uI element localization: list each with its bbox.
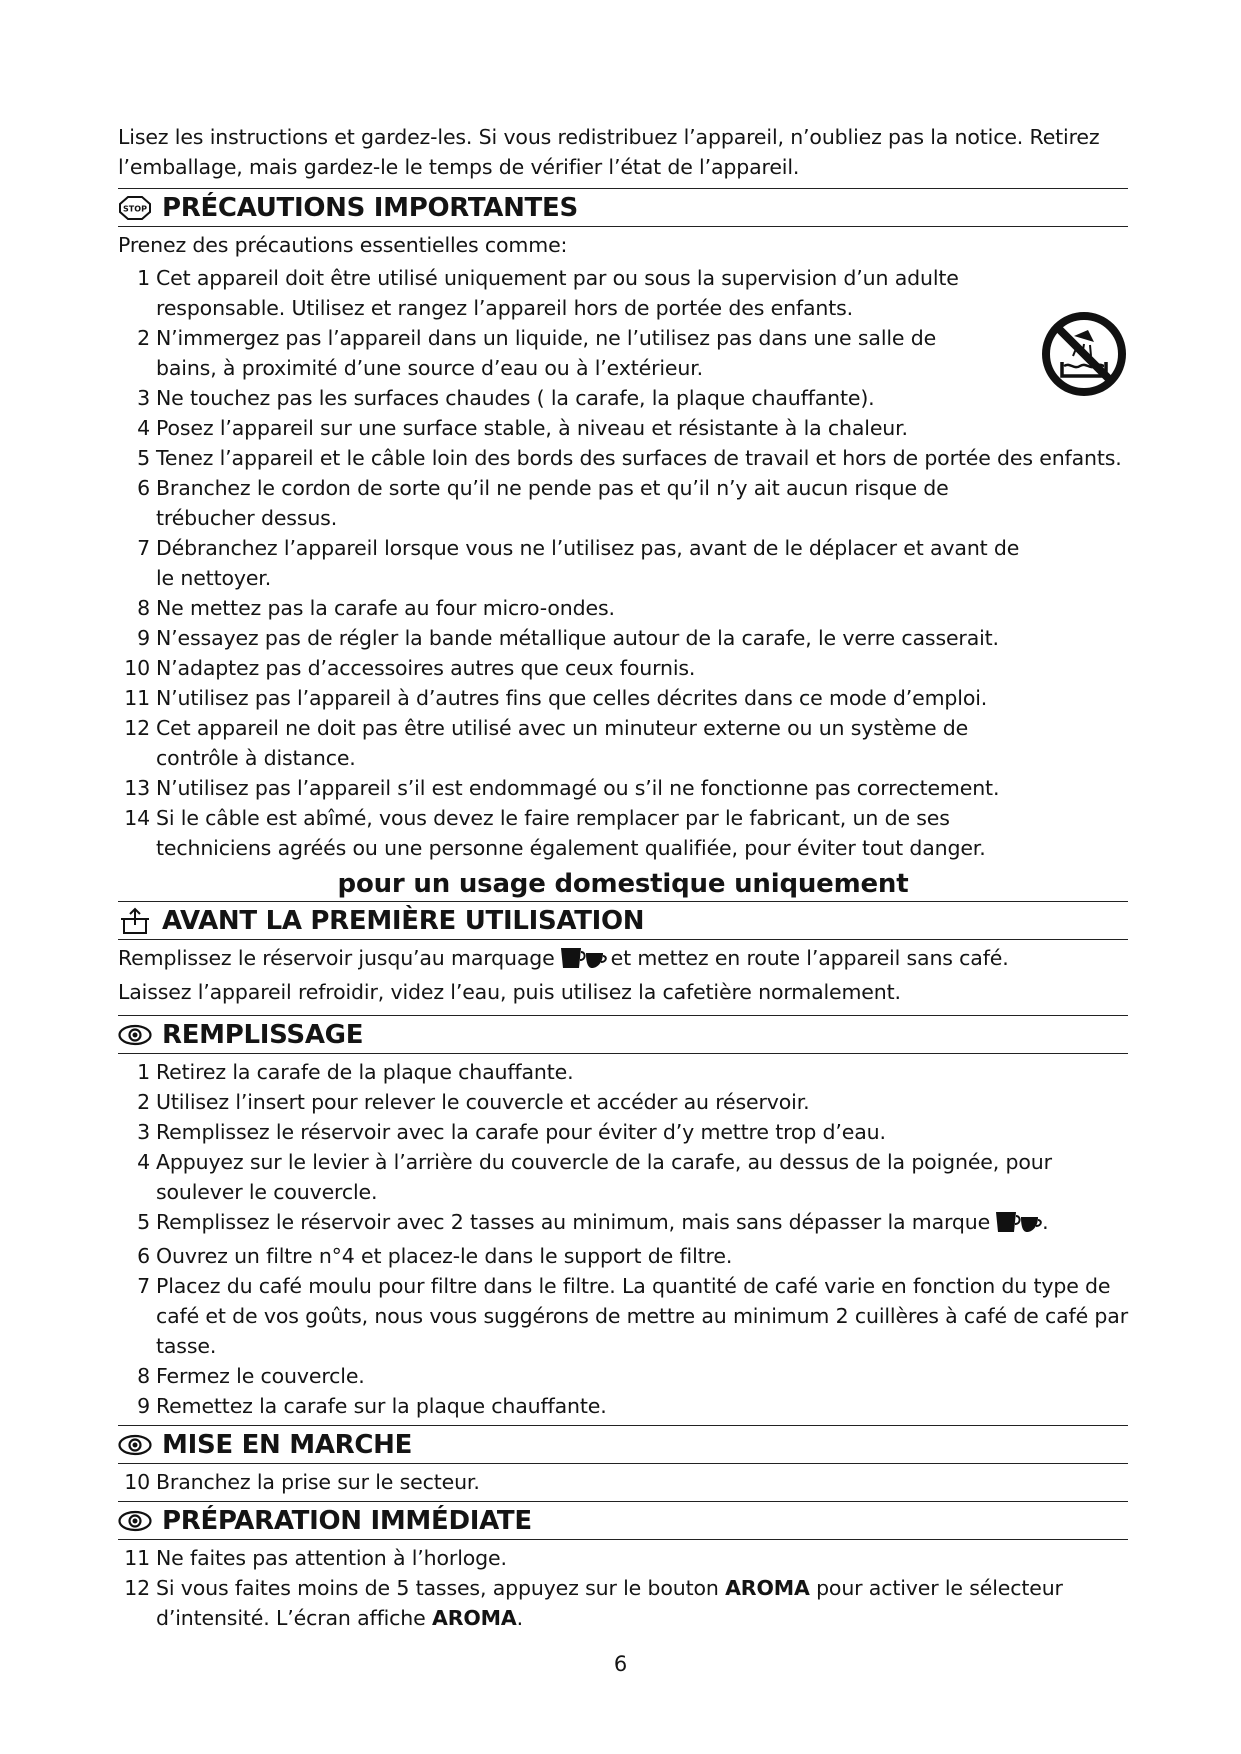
max-cups-icon	[994, 1211, 1042, 1241]
list-item: 1 Retirez la carafe de la plaque chauffante.	[137, 1060, 574, 1084]
intro-paragraph: Lisez les instructions et gardez-les. Si vous redistribuez l’appareil, n’oubliez pas la notice. Retirez l’emballage, mais gardez-le le temps de vérifier l’état de l’appareil.	[118, 125, 1100, 179]
list-item: 6 Branchez le cordon de sorte qu’il ne pende pas et qu’il n’y ait aucun risque de trébucher dessus.	[137, 476, 949, 530]
box-arrow-icon	[118, 907, 152, 935]
max-cups-icon	[559, 947, 607, 977]
list-item: 11 Ne faites pas attention à l’horloge.	[124, 1546, 507, 1570]
stop-label: STOP	[123, 204, 147, 213]
list-item: 9 N’essayez pas de régler la bande métallique autour de la carafe, le verre casserait.	[137, 626, 999, 650]
eye-icon	[118, 1021, 152, 1049]
aroma-display-label: AROMA	[431, 1606, 517, 1630]
section-header-precautions	[118, 188, 1128, 227]
first-use-line-1: Remplissez le réservoir jusqu’au marquage et mettez en route l’appareil sans café.	[118, 943, 1128, 977]
list-item: 12 Si vous faites moins de 5 tasses, appuyez sur le bouton AROMA pour activer le sélecteur d’intensité. L’écran affiche AROMA.	[124, 1576, 1063, 1630]
no-bath-warning-icon	[1040, 310, 1128, 402]
list-item: 7 Débranchez l’appareil lorsque vous ne l’utilisez pas, avant de le déplacer et avant de le nettoyer.	[137, 536, 1020, 590]
list-item: 10 N’adaptez pas d’accessoires autres que ceux fournis.	[124, 656, 696, 680]
list-item: 8 Ne mettez pas la carafe au four micro-ondes.	[137, 596, 615, 620]
precautions-lead: Prenez des précautions essentielles comme:	[118, 233, 568, 257]
section-header-first-use	[118, 901, 1128, 940]
list-item: 3 Remplissez le réservoir avec la carafe pour éviter d’y mettre trop d’eau.	[137, 1120, 886, 1144]
list-item: 2 Utilisez l’insert pour relever le couvercle et accéder au réservoir.	[137, 1090, 810, 1114]
list-item: 5 Remplissez le réservoir avec 2 tasses au minimum, mais sans dépasser la marque .	[118, 1207, 1128, 1241]
section-title-first-use: AVANT LA PREMIÈRE UTILISATION	[162, 905, 645, 936]
section-title-filling: REMPLISSAGE	[162, 1019, 364, 1050]
document-page	[118, 122, 1128, 1633]
filling-list	[118, 1057, 1128, 1421]
list-item: 11 N’utilisez pas l’appareil à d’autres fins que celles décrites dans ce mode d’emploi.	[124, 686, 988, 710]
list-item: 7 Placez du café moulu pour filtre dans le filtre. La quantité de café varie en fonction du type de café et de vos goûts, nous vous suggérons de mettre au minimum 2 cuillères à café de café par tasse.	[137, 1274, 1128, 1358]
eye-icon	[118, 1431, 152, 1459]
list-item: 1 Cet appareil doit être utilisé uniquement par ou sous la supervision d’un adulte responsable. Utilisez et rangez l’appareil hors de portée des enfants.	[137, 266, 959, 320]
list-item: 10 Branchez la prise sur le secteur.	[124, 1470, 480, 1494]
list-item: 2 N’immergez pas l’appareil dans un liquide, ne l’utilisez pas dans une salle de bains, à proximité d’une source d’eau ou à l’extérieur.	[137, 326, 937, 380]
list-item: 13 N’utilisez pas l’appareil s’il est endommagé ou s’il ne fonctionne pas correctement.	[124, 776, 1000, 800]
section-header-immediate	[118, 1501, 1128, 1540]
aroma-button-label: AROMA	[725, 1576, 810, 1600]
precautions-list	[118, 263, 1128, 863]
page-number: 6	[613, 1652, 628, 1676]
list-item: 4 Posez l’appareil sur une surface stable, à niveau et résistante à la chaleur.	[137, 416, 908, 440]
list-item: 14 Si le câble est abîmé, vous devez le faire remplacer par le fabricant, un de ses techniciens agréés ou une personne également qualifiée, pour éviter tout danger.	[124, 806, 986, 860]
list-item: 3 Ne touchez pas les surfaces chaudes ( la carafe, la plaque chauffante).	[137, 386, 875, 410]
domestic-use-notice: pour un usage domestique uniquement	[337, 869, 909, 899]
list-item: 6 Ouvrez un filtre n°4 et placez-le dans le support de filtre.	[137, 1244, 733, 1268]
list-item: 4 Appuyez sur le levier à l’arrière du couvercle de la carafe, au dessus de la poignée, pour soulever le couvercle.	[137, 1150, 1052, 1204]
section-header-start	[118, 1425, 1128, 1464]
section-title-precautions: PRÉCAUTIONS IMPORTANTES	[162, 192, 578, 223]
section-title-immediate: PRÉPARATION IMMÉDIATE	[162, 1505, 532, 1536]
stop-icon	[118, 194, 152, 222]
list-item: 12 Cet appareil ne doit pas être utilisé avec un minuteur externe ou un système de contrôle à distance.	[124, 716, 969, 770]
list-item: 8 Fermez le couvercle.	[137, 1364, 365, 1388]
section-title-start: MISE EN MARCHE	[162, 1429, 413, 1460]
eye-icon	[118, 1507, 152, 1535]
section-header-filling	[118, 1015, 1128, 1054]
start-list	[118, 1467, 1128, 1497]
immediate-list	[118, 1543, 1128, 1633]
list-item: 5 Tenez l’appareil et le câble loin des bords des surfaces de travail et hors de portée des enfants.	[137, 446, 1122, 470]
list-item: 9 Remettez la carafe sur la plaque chauffante.	[137, 1394, 607, 1418]
first-use-line-2: Laissez l’appareil refroidir, videz l’eau, puis utilisez la cafetière normalement.	[118, 980, 901, 1004]
